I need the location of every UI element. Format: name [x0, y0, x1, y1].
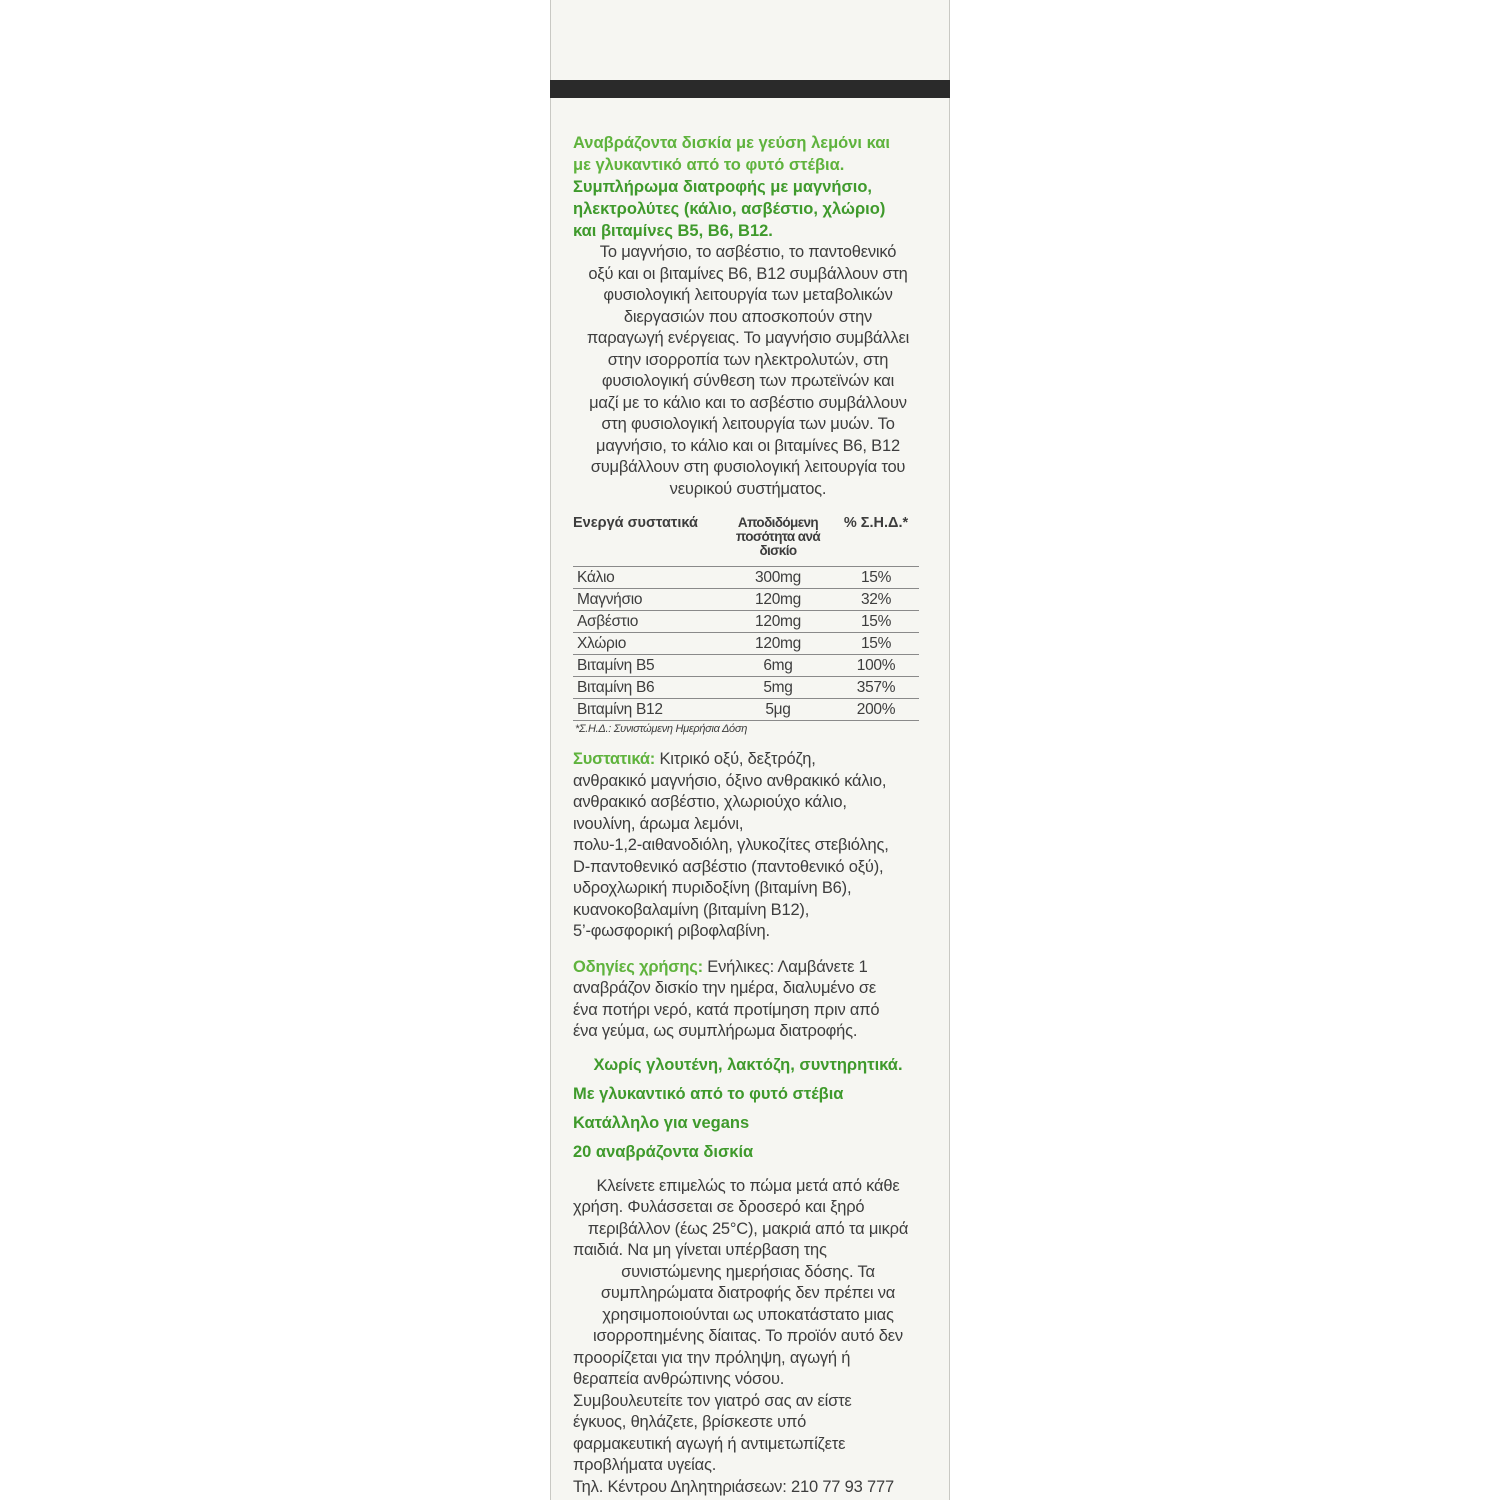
- table-row: [573, 677, 919, 699]
- text-line: στη φυσιολογική λειτουργία των μυών. Το: [601, 415, 895, 433]
- nutrient-rda: 200%: [833, 699, 919, 721]
- nutrient-rda: 100%: [833, 655, 919, 677]
- directions-label: Οδηγίες χρήσης:: [573, 957, 703, 976]
- directions-line: ένα γεύμα, ως συμπλήρωμα διατροφής.: [573, 1022, 858, 1040]
- ingredients-line: ανθρακικό ασβέστιο, χλωριούχο κάλιο,: [573, 793, 847, 811]
- nutrient-name: Ασβέστιο: [573, 611, 723, 633]
- nutrient-name: Κάλιο: [573, 567, 723, 589]
- nutrient-amount: 120mg: [723, 589, 833, 611]
- ingredients-line: ανθρακικό μαγνήσιο, όξινο ανθρακικό κάλιο,: [573, 771, 887, 790]
- nutrient-amount: 120mg: [723, 611, 833, 633]
- warning-line: Κλείνετε επιμελώς το πώμα μετά από κάθε: [596, 1176, 900, 1195]
- warning-line: συνιστώμενης ημερήσιας δόσης. Τα: [621, 1262, 875, 1281]
- text-line: νευρικού συστήματος.: [669, 479, 827, 498]
- header-amount-per-tablet: [723, 516, 833, 567]
- nutrient-name: Βιταμίνη Β12: [573, 699, 723, 721]
- nutrient-rda: 357%: [833, 677, 919, 699]
- table-header-row: [573, 516, 919, 567]
- directions-section: [573, 957, 923, 1043]
- claim-vegan: Κατάλληλο για vegans: [573, 1113, 750, 1132]
- warning-line: θεραπεία ανθρώπινης νόσου.: [573, 1370, 785, 1388]
- description-line: Αναβράζοντα δισκία με γεύση λεμόνι και: [573, 134, 890, 152]
- text-line: μαζί με το κάλιο και το ασβέστιο συμβάλλουν: [589, 393, 907, 412]
- warning-line: φαρμακευτική αγωγή ή αντιμετωπίζετε: [573, 1434, 846, 1453]
- claim-stevia-sweetener: Με γλυκαντικό από το φυτό στέβια: [573, 1084, 844, 1103]
- warning-line: έγκυος, θηλάζετε, βρίσκεστε υπό: [573, 1413, 807, 1431]
- ingredients-line: D-παντοθενικό ασβέστιο (παντοθενικό οξύ),: [573, 857, 884, 876]
- nutrient-rda: 32%: [833, 589, 919, 611]
- product-claims: [573, 1055, 923, 1162]
- warning-line: παιδιά. Να μη γίνεται υπέρβαση της: [573, 1241, 827, 1259]
- ingredients-line: πολυ-1,2-αιθανοδιόλη, γλυκοζίτες στεβιόλης,: [573, 836, 889, 854]
- warning-line: χρήση. Φυλάσσεται σε δροσερό και ξηρό: [573, 1198, 865, 1216]
- warning-line: περιβάλλον (έως 25°C), μακριά από τα μικρά: [587, 1219, 909, 1238]
- text-line: παραγωγή ενέργειας. Το μαγνήσιο συμβάλλει: [586, 329, 910, 347]
- header-amount-line-1: Αποδιδόμενη: [737, 515, 819, 530]
- nutrient-amount: 6mg: [723, 655, 833, 677]
- nutrient-name: Μαγνήσιο: [573, 589, 723, 611]
- warning-line: χρησιμοποιούνται ως υποκατάστατο μιας: [602, 1305, 894, 1324]
- table-row: [573, 611, 919, 633]
- table-row: [573, 589, 919, 611]
- directions-line: Ενήλικες: Λαμβάνετε 1: [702, 957, 868, 976]
- claim-gluten-free: Χωρίς γλουτένη, λακτόζη, συντηρητικά.: [593, 1055, 903, 1074]
- rda-footnote: *Σ.Η.Δ.: Συνιστώμενη Ημερήσια Δόση: [575, 723, 747, 735]
- text-line: οξύ και οι βιταμίνες Β6, Β12 συμβάλλουν στη: [588, 264, 908, 283]
- nutrient-name: Βιταμίνη Β5: [573, 655, 723, 677]
- directions-line: αναβράζον δισκίο την ημέρα, διαλυμένο σε: [573, 979, 876, 997]
- warning-line: ισορροπημένης δίαιτας. Το προϊόν αυτό δεν: [593, 1327, 903, 1345]
- text-line: στην ισορροπία των ηλεκτρολυτών, στη: [607, 350, 889, 369]
- nutrient-rda: 15%: [833, 633, 919, 655]
- nutrient-name: Χλώριο: [573, 633, 723, 655]
- ingredients-line: Κιτρικό οξύ, δεξτρόζη,: [655, 750, 816, 768]
- nutrient-amount: 5μg: [723, 699, 833, 721]
- table-row: [573, 633, 919, 655]
- storage-warnings: [573, 1176, 923, 1499]
- table-row: [573, 655, 919, 677]
- description-line: με γλυκαντικό από το φυτό στέβια.: [573, 156, 845, 174]
- product-description: [573, 132, 923, 242]
- top-dark-band: [550, 80, 950, 98]
- header-rda-percent: % Σ.Η.Δ.*: [843, 515, 909, 531]
- nutrient-name: Βιταμίνη Β6: [573, 677, 723, 699]
- ingredients-line: ινουλίνη, άρωμα λεμόνι,: [573, 814, 744, 833]
- warning-line: προβλήματα υγείας.: [573, 1456, 717, 1474]
- health-claims-text: [573, 242, 923, 500]
- text-line: φυσιολογική λειτουργία των μεταβολικών: [603, 286, 893, 304]
- table-row: [573, 567, 919, 589]
- nutrient-amount: 5mg: [723, 677, 833, 699]
- ingredients-line: κυανοκοβαλαμίνη (βιταμίνη Β12),: [573, 900, 810, 919]
- poison-center-phone: Τηλ. Κέντρου Δηλητηριάσεων: 210 77 93 777: [573, 1477, 894, 1496]
- warning-line: προορίζεται για την πρόληψη, αγωγή ή: [573, 1348, 851, 1367]
- nutrient-amount: 120mg: [723, 633, 833, 655]
- text-line: διεργασιών που αποσκοπούν στην: [623, 307, 873, 326]
- header-amount-line-2: ποσότητα ανά δισκίο: [735, 529, 821, 558]
- directions-line: ένα ποτήρι νερό, κατά προτίμηση πριν από: [573, 1000, 880, 1019]
- nutrient-amount: 300mg: [723, 567, 833, 589]
- text-line: μαγνήσιο, το κάλιο και οι βιταμίνες Β6, Β12: [596, 436, 900, 455]
- description-line: Συμπλήρωμα διατροφής με μαγνήσιο,: [573, 178, 872, 196]
- text-line: φυσιολογική σύνθεση των πρωτεϊνών και: [601, 372, 895, 390]
- warning-line: συμπληρώματα διατροφής δεν πρέπει να: [600, 1284, 896, 1302]
- table-row: [573, 699, 919, 721]
- nutrition-table: [573, 516, 919, 721]
- description-line: ηλεκτρολύτες (κάλιο, ασβέστιο, χλώριο): [573, 200, 886, 218]
- text-line: συμβάλλουν στη φυσιολογική λειτουργία του: [590, 458, 906, 476]
- ingredients-label: Συστατικά:: [573, 750, 656, 768]
- ingredients-line: 5’-φωσφορική ριβοφλαβίνη.: [573, 922, 770, 940]
- nutrient-rda: 15%: [833, 611, 919, 633]
- ingredients-line: υδροχλωρική πυριδοξίνη (βιταμίνη Β6),: [573, 879, 852, 897]
- ingredients-section: [573, 749, 923, 943]
- description-line: και βιταμίνες Β5, Β6, Β12.: [573, 222, 773, 240]
- warning-line: Συμβουλευτείτε τον γιατρό σας αν είστε: [573, 1391, 852, 1410]
- nutrient-rda: 15%: [833, 567, 919, 589]
- header-active-ingredients: Ενεργά συστατικά: [573, 515, 698, 531]
- label-content: [573, 132, 923, 1498]
- claim-tablet-count: 20 αναβράζοντα δισκία: [573, 1142, 754, 1161]
- text-line: Το μαγνήσιο, το ασβέστιο, το παντοθενικό: [599, 243, 897, 261]
